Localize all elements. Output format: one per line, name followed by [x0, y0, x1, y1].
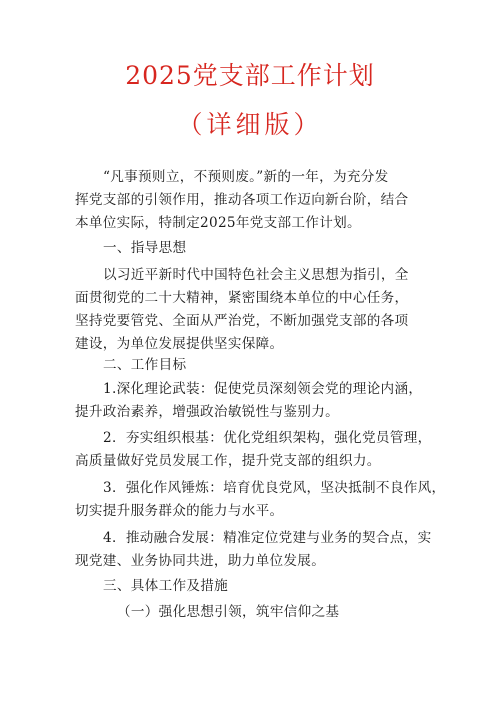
goal-1-paragraph [75, 378, 455, 424]
goal-3-line-1: 3．强化作风锤炼：培育优良党风，坚决抵制不良作风， [103, 480, 446, 496]
goal-4-line-1: 4．推动融合发展：精准定位党建与业务的契合点，实 [103, 530, 432, 546]
goal-2-paragraph [75, 427, 455, 473]
section-heading-measures: 三、具体工作及措施 [103, 578, 229, 594]
intro-line-1: “凡事预则立，不预则废。”新的一年，为充分发 [103, 169, 389, 185]
document-subtitle: （详细版） [177, 110, 323, 139]
document-title: 2025党支部工作计划 [125, 61, 375, 90]
intro-paragraph [75, 166, 455, 235]
section-heading-guiding-thought: 一、指导思想 [103, 240, 187, 256]
guiding-thought-paragraph [75, 264, 455, 356]
section-heading-work-goals: 二、工作目标 [103, 357, 187, 373]
guiding-line-2: 面贯彻党的二十大精神，紧密围绕本单位的中心任务， [75, 290, 409, 306]
guiding-line-3: 坚持党要管党、全面从严治党，不断加强党支部的各项 [75, 313, 409, 329]
guiding-line-4: 建设，为单位发展提供坚实保障。 [75, 336, 284, 352]
intro-line-2: 挥党支部的引领作用，推动各项工作迈向新台阶，结合 [75, 192, 409, 208]
goal-3-paragraph [75, 477, 455, 523]
goal-1-line-1: 1.深化理论武装：促使党员深刻领会党的理论内涵， [103, 381, 423, 397]
intro-line-3: 本单位实际，特制定2025年党支部工作计划。 [75, 215, 361, 231]
guiding-line-1: 以习近平新时代中国特色社会主义思想为指引，全 [103, 267, 409, 283]
subsection-heading-thought-guidance: （一）强化思想引领，筑牢信仰之基 [117, 604, 340, 620]
goal-1-line-2: 提升政治素养，增强政治敏锐性与鉴别力。 [75, 404, 339, 420]
goal-2-line-1: 2．夯实组织根基：优化党组织架构，强化党员管理， [103, 430, 432, 446]
goal-2-line-2: 高质量做好党员发展工作，提升党支部的组织力。 [75, 453, 381, 469]
goal-4-line-2: 现党建、业务协同共进，助力单位发展。 [75, 553, 326, 569]
goal-4-paragraph [75, 527, 455, 573]
goal-3-line-2: 切实提升服务群众的能力与水平。 [75, 503, 284, 519]
